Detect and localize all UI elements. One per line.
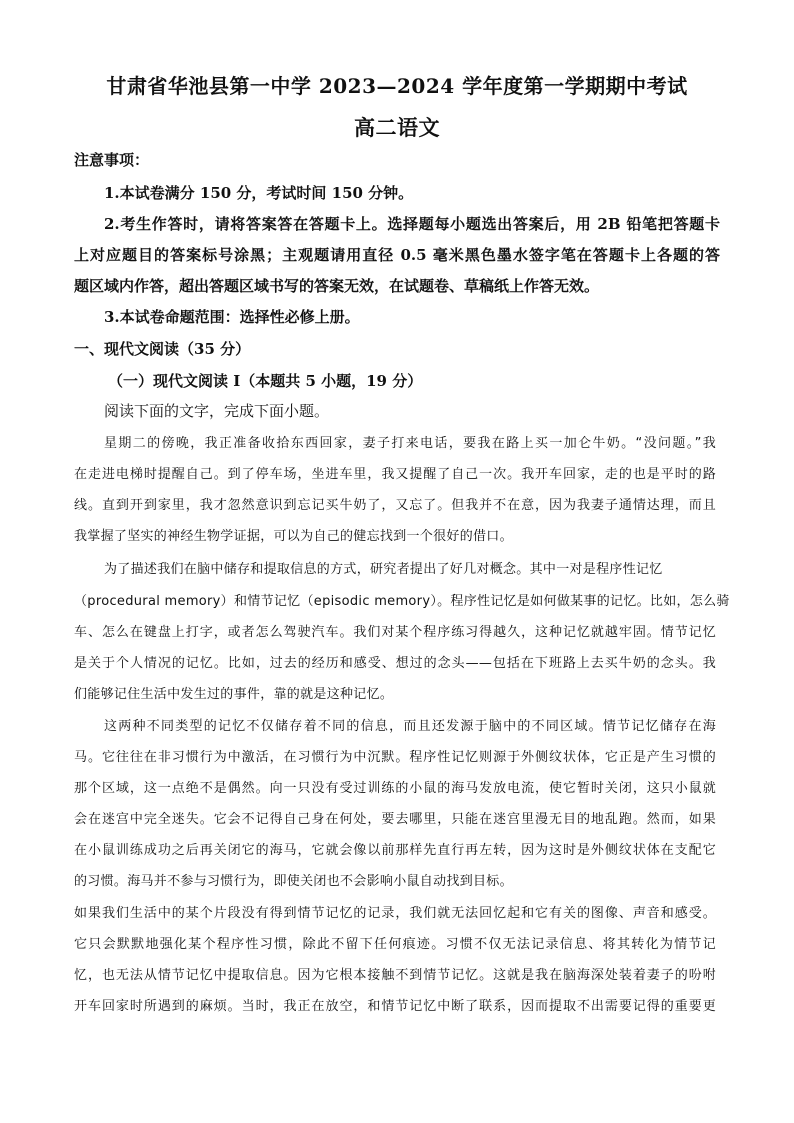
passage-p3-line: 马。它往往在非习惯行为中激活，在习惯行为中沉默。程序性记忆则源于外侧纹状体，它正是产生习惯的: [74, 750, 716, 765]
reading-instruction: 阅读下面的文字，完成下面小题。: [104, 402, 330, 420]
passage-p3-line: 那个区域，这一点绝不是偶然。向一只没有受过训练的小鼠的海马发放电流，使它暂时关闭，这只小鼠就: [74, 781, 716, 796]
passage-p4-line: 它只会默默地强化某个程序性习惯，除此不留下任何痕迹。习惯不仅无法记录信息、将其转化为情节记: [74, 937, 716, 952]
passage-p3-line: 这两种不同类型的记忆不仅储存着不同的信息，而且还发源于脑中的不同区域。情节记忆储存在海: [104, 719, 716, 734]
passage-p3-line: 会在迷宫中完全迷失。它会不记得自己身在何处，要去哪里，只能在迷宫里漫无目的地乱跑。然而，如果: [74, 812, 716, 827]
section-heading: 一、现代文阅读（35 分）: [74, 340, 251, 358]
notice-item-2-line-2: 上对应题目的答案标号涂黑；主观题请用直径 0.5 毫米黑色墨水签字笔在答题卡上各题的答: [74, 246, 720, 264]
notice-heading: 注意事项：: [74, 151, 150, 169]
passage-p3-line: 在小鼠训练成功之后再关闭它的海马，它就会像以前那样先直行再左转，因为这时是外侧纹状体在支配它: [74, 843, 716, 858]
passage-p1-line: 我掌握了坚实的神经生物学证据，可以为自己的健忘找到一个很好的借口。: [74, 529, 513, 544]
passage-p4-line: 开车回家时所遇到的麻烦。当时，我正在放空，和情节记忆中断了联系，因而提取不出需要记得的重要更: [74, 999, 716, 1014]
exam-title: 甘肃省华池县第一中学 2023—2024 学年度第一学期期中考试: [106, 74, 688, 98]
notice-item-3: 3.本试卷命题范围：选择性必修上册。: [104, 308, 360, 326]
passage-p1-line: 线。直到开到家里，我才忽然意识到忘记买牛奶了，又忘了。但我并不在意，因为我妻子通情达理，而且: [74, 498, 716, 513]
exam-subject: 高二语文: [354, 115, 440, 140]
passage-p2-line: 们能够记住生活中发生过的事件，靠的就是这种记忆。: [74, 687, 394, 702]
notice-item-2-line-3: 题区域内作答，超出答题区域书写的答案无效，在试题卷、草稿纸上作答无效。: [74, 277, 600, 295]
passage-p4-line: 忆，也无法从情节记忆中提取信息。因为它根本接触不到情节记忆。这就是我在脑海深处装着妻子的吩咐: [74, 968, 716, 983]
passage-p4-line: 如果我们生活中的某个片段没有得到情节记忆的记录，我们就无法回忆起和它有关的图像、声音和感受。: [74, 906, 716, 921]
passage-p1-line: 在走进电梯时提醒自己。到了停车场，坐进车里，我又提醒了自己一次。我开车回家，走的也是平时的路: [74, 467, 716, 482]
notice-item-2-line-1: 2.考生作答时，请将答案答在答题卡上。选择题每小题选出答案后，用 2B 铅笔把答题卡: [104, 215, 720, 233]
passage-p3-line: 的习惯。海马并不参与习惯行为，即使关闭也不会影响小鼠自动找到目标。: [74, 874, 513, 889]
passage-p2-line: 是关于个人情况的记忆。比如，过去的经历和感受、想过的念头——包括在下班路上去买牛奶的念头。我: [74, 656, 716, 671]
notice-item-1: 1.本试卷满分 150 分，考试时间 150 分钟。: [104, 184, 414, 202]
passage-p2-line: 车、怎么在键盘上打字，或者怎么驾驶汽车。我们对某个程序练习得越久，这种记忆就越牢固。情节记忆: [74, 625, 716, 640]
passage-p1-line: 星期二的傍晚，我正准备收拾东西回家，妻子打来电话，要我在路上买一加仑牛奶。“没问题。”我: [104, 436, 716, 451]
passage-p2-line: 为了描述我们在脑中储存和提取信息的方式，研究者提出了好几对概念。其中一对是程序性记忆: [104, 562, 663, 577]
passage-p2-line: （procedural memory）和情节记忆（episodic memory）。程序性记忆是如何做某事的记忆。比如，怎么骑: [74, 594, 730, 609]
section-subheading: （一）现代文阅读 I（本题共 5 小题，19 分）: [108, 372, 423, 390]
